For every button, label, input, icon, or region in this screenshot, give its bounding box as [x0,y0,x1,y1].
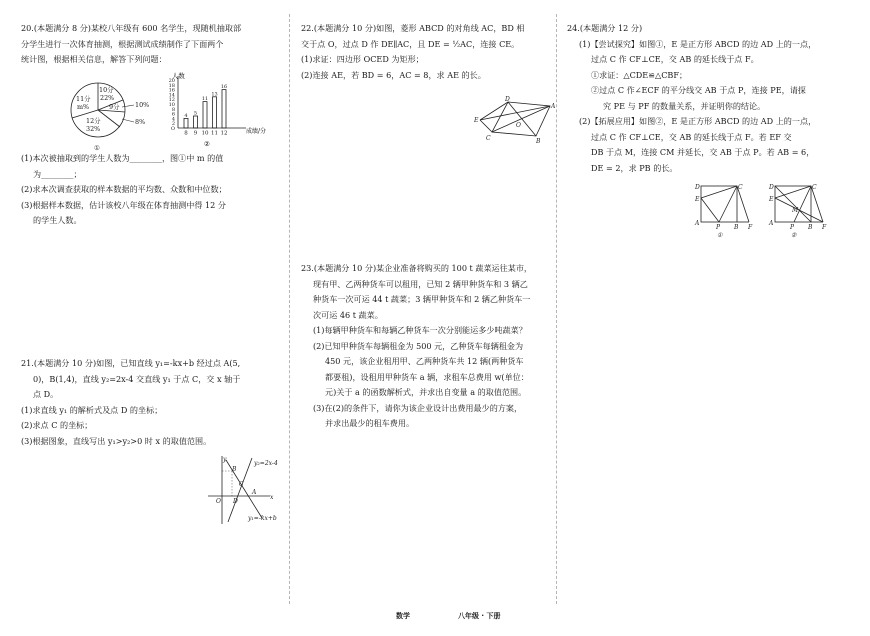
question-20 [21,21,241,68]
bar-chart-figure [158,72,278,154]
q20-part-3b: 的学生人数。 [33,215,82,225]
q21-label-y: y [223,456,227,463]
q21-label-x: x [270,494,274,501]
q22-line-4: (2)连接 AE，若 BD = 6，AC = 8，求 AE 的长。 [301,69,486,80]
pie-label-32pct: 32% [86,125,101,133]
fig2-label-E: E [769,196,774,203]
q24-figure-2 [767,182,833,238]
q24-line-10: DE = 2，求 PB 的长。 [591,162,678,173]
bar [222,90,226,128]
bar-value-label: 4 [184,112,188,119]
q20-part-1b: 为________； [33,168,82,179]
fig2-caption: ② [791,232,797,238]
q23-line-4: 次可运 46 t 蔬菜。 [313,309,383,320]
q20-part-1: (1)本次被抽取到的学生人数为________，图①中 m 的值 [21,153,224,163]
bar-y-tick: 2 [171,121,175,128]
q24-line-9: DB 于点 M，连接 CM 并延长，交 AB 于点 P。若 AB = 6， [591,147,815,157]
bar-y-tick: 12 [168,97,175,104]
q23-line-7: 450 元，该企业租用甲、乙两种货车共 12 辆(两种货车 [325,356,524,366]
q21-line-2: 0)，B(1,4)，直线 y₂=2x-4 交直线 y₁ 于点 C，交 x 轴于 [33,373,241,384]
q23-line-3: 种货车一次可运 44 t 蔬菜；3 辆甲种货车和 2 辆乙种货车一 [313,294,531,304]
q24-line-3: 过点 C 作 CF⊥CE，交 AB 的延长线于点 F。 [591,54,759,64]
pie-label-9fen: 9分 [109,103,120,111]
bar-chart [169,76,246,137]
q24-line-2: (1)【尝试探究】如图①，E 是正方形 ABCD 的边 AD 上的一点， [579,38,817,49]
q20-parts [21,151,227,229]
question-22 [301,21,525,83]
bar [184,118,188,128]
q22-label-E: E [474,117,479,124]
bar [194,116,198,128]
q23-line-8: 都要租)，设租用甲种货车 a 辆，求租车总费用 w(单位： [325,371,529,382]
bar-x-tick: 11 [211,130,218,137]
bar-y-tick: 6 [171,111,175,118]
bar-y-tick: 10 [168,102,175,108]
question-23 [301,261,532,432]
fig2-label-A: A [769,220,774,227]
pie-pointers [122,105,134,122]
bar-y-tick: 20 [168,78,175,84]
bar-ylabel: 人数 [172,72,185,80]
bar-x-tick: 10 [201,130,209,137]
q21-line-6: (3)根据图象，直线写出 y₁>y₂>0 时 x 的取值范围。 [21,435,212,446]
square-ABCD [701,186,737,222]
q22-label-C: C [486,135,491,142]
fig1-label-B: B [734,224,739,231]
bar-x-tick: 9 [193,130,198,137]
q23-line-11: 并求出最少的租车费用。 [325,418,415,428]
q22-rhombus-figure [474,96,556,148]
fig2-label-C: C [812,184,817,191]
q21-line-4: (1)求直线 y₁ 的解析式及点 D 的坐标； [21,404,163,415]
q24-line-8: 过点 C 作 CF⊥CE，交 AB 的延长线于点 F。若 EF 交 [591,131,792,142]
fig2-label-M: M [792,207,799,214]
q24-line-4: ①求证：△CDE≌△CBF； [591,69,688,80]
fig2-label-B: B [808,224,813,231]
footer-grade: 八年级 · 下册 [458,612,501,620]
q23-line-10: (3)在(2)的条件下，请你为该企业设计出费用最少的方案， [313,402,523,413]
fig1-label-E: E [695,196,700,203]
q20-line-2: 分学生进行一次体育抽测，根据测试成绩制作了下面两个 [21,38,224,49]
q20-line-1: 20.(本题满分 8 分)某校八年级有 600 名学生，现随机抽取部 [21,23,242,33]
q22-label-D: D [505,96,510,103]
pie-caption: ① [94,144,100,152]
fig2-label-P: P [790,224,795,231]
q22-label-B: B [536,138,541,145]
pie-label-11fen: 11分 [76,95,91,103]
q21-label-C: C [239,481,244,488]
fig1-label-P: P [716,224,721,231]
pie-label-10fen: 10分 [99,86,114,94]
q21-label-y1: y₁=-kx+b [248,515,277,522]
bar-value-label: 5 [193,110,198,117]
q21-line-3: 点 D。 [33,389,59,399]
q21-line-5: (2)求点 C 的坐标； [21,420,93,430]
q21-line-1: 21.(本题满分 10 分)如图，已知直线 y₁=-kx+b 经过点 A(5, [21,358,241,368]
fig1-label-D: D [695,184,700,191]
footer-subject: 数学 [396,612,410,620]
bar-y-tick: 4 [171,116,175,123]
bar-y-tick: 8 [171,106,175,113]
bar-y-tick: O [170,126,175,132]
q22-label-A: A [551,103,556,110]
pie-label-22pct: 22% [100,94,115,102]
fig1-label-F: F [748,224,753,231]
bar-x-tick: 12 [220,130,228,137]
q21-label-B: B [232,466,237,473]
q23-line-6: (2)已知甲种货车每辆租金为 500 元，乙种货车每辆租金为 [313,340,524,351]
q23-line-2: 现有甲、乙两种货车可以租用，已知 2 辆甲种货车和 3 辆乙 [313,278,528,289]
q22-label-O: O [516,122,521,129]
q24-line-7: (2)【拓展应用】如图②，E 是正方形 ABCD 的边 AD 上的一点， [579,116,817,126]
bar-xlabel: 成绩/分 [246,128,267,135]
bar-x-tick: 8 [184,130,188,137]
bar-y-tick: 16 [168,87,175,94]
fig1-label-A: A [695,220,700,227]
q20-line-3: 统计图，根据相关信息，解答下列问题： [21,54,167,64]
fig1-label-C: C [738,184,743,191]
q24-line-5: ②过点 C 作∠ECF 的平分线交 AB 于点 P，连接 PE，请探 [591,85,806,95]
q20-part-2: (2)求本次调查获取的样本数据的平均数、众数和中位数； [21,184,227,194]
q22-line-1: 22.(本题满分 10 分)如图，菱形 ABCD 的对角线 AC，BD 相 [301,23,525,33]
q21-label-A: A [252,489,257,496]
bar-y-tick: 18 [168,82,175,89]
bar [213,97,217,128]
pie-label-10pct: 10% [135,101,150,109]
q21-label-y2: y₂=2x-4 [254,460,278,467]
fig2-label-D: D [769,184,774,191]
question-21 [21,356,240,449]
bar-y-tick: 14 [168,92,175,99]
bar-value-label: 11 [201,96,209,103]
q23-line-1: 23.(本题满分 10 分)某企业准备将购买的 100 t 蔬菜运往某市， [301,263,533,273]
bar-value-label: 13 [211,91,218,98]
fig2-label-F: F [822,224,827,231]
column-divider-2 [556,14,557,604]
pie-chart-figure [64,76,156,158]
q21-figure [206,452,290,528]
question-24 [567,21,816,176]
q21-label-O: O [216,498,221,505]
pie-label-12fen: 12分 [86,117,101,125]
q22-line-3: (1)求证：四边形 OCED 为矩形； [301,54,424,64]
q21-label-D: D [233,498,238,505]
bar-caption: ② [204,140,210,148]
fig1-caption: ① [717,232,723,238]
pie-label-m: m% [77,103,90,111]
q23-line-5: (1)每辆甲种货车和每辆乙种货车一次分别能运多少吨蔬菜？ [313,325,527,335]
q23-line-9: 元)关于 a 的函数解析式，并求出自变量 a 的取值范围。 [325,387,527,397]
q24-line-6: 究 PE 与 PF 的数量关系，并证明你的结论。 [603,100,766,111]
q20-part-3: (3)根据样本数据，估计该校八年级在体育抽测中得 12 分 [21,199,226,210]
bar [203,102,207,128]
bar-value-label: 16 [220,84,228,91]
pie-label-8pct: 8% [135,118,146,126]
q24-line-1: 24.(本题满分 12 分) [567,23,643,33]
q24-figure-1 [693,182,759,238]
q22-line-2: 交于点 O，过点 D 作 DE∥AC，且 DE = ½AC，连接 CE。 [301,38,520,49]
